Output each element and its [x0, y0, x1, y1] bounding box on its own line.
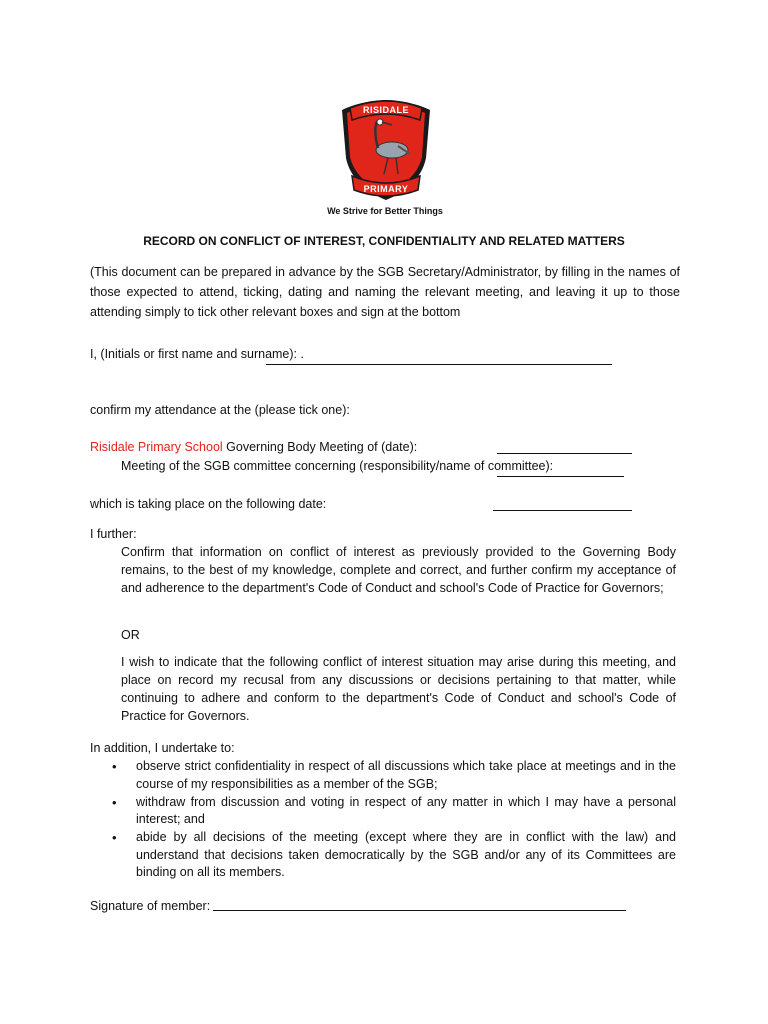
name-input-line[interactable] [266, 364, 612, 365]
signature-label: Signature of member: [90, 899, 211, 913]
signature-line[interactable] [213, 910, 626, 911]
meeting-date-label: which is taking place on the following date: [90, 497, 327, 511]
option-confirm-paragraph: Confirm that information on conflict of interest as previously provided to the Governing Body remains, to the best of my knowledge, complete and correct, and further confirm my acceptance of and adherence to the department's Code of Conduct and school's Code of Practice for Governors; [121, 545, 676, 595]
school-name: Risidale Primary School [90, 440, 223, 454]
or-separator: OR [121, 628, 140, 642]
intro-paragraph: (This document can be prepared in advance by the SGB Secretary/Administrator, by filling in the names of those expected to attend, ticking, dating and naming the relevant meeting, and leaving it up to those attending simply to tick other relevant boxes and sign at the bottom [90, 265, 680, 319]
meeting-date-line[interactable] [493, 510, 632, 511]
option-recusal-paragraph: I wish to indicate that the following conflict of interest situation may arise during this meeting, and place on record my recusal from any discussions or decisions pertaining to that matter, while continuing to adhere and conform to the department's Code of Conduct and school's Code of Practice for Governors. [121, 655, 676, 723]
logo-top-text: RISIDALE [362, 105, 409, 115]
document-title: RECORD ON CONFLICT OF INTEREST, CONFIDENTIALITY AND RELATED MATTERS [143, 234, 625, 248]
further-heading: I further: [90, 527, 137, 541]
committee-meeting-label: Meeting of the SGB committee concerning (responsibility/name of committee): [121, 459, 554, 473]
governing-date-line[interactable] [497, 453, 632, 454]
undertake-list [90, 758, 676, 882]
school-motto: We Strive for Better Things [327, 206, 443, 216]
undertake-heading: In addition, I undertake to: [90, 741, 235, 755]
school-logo [336, 96, 436, 204]
list-item: • observe strict confidentiality in respect of all discussions which take place at meetings and in the course of my responsibilities as a member of the SGB; [90, 758, 676, 793]
list-item: • abide by all decisions of the meeting (except where they are in conflict with the law) and understand that decisions taken democratically by the SGB and/or any of its Committees are binding on all its members. [90, 829, 676, 882]
governing-meeting-text: Governing Body Meeting of (date): [222, 440, 418, 454]
confirm-attendance-label: confirm my attendance at the (please tick one): [90, 403, 350, 417]
committee-name-line[interactable] [497, 476, 624, 477]
logo-bottom-text: PRIMARY [363, 184, 409, 194]
list-item: • withdraw from discussion and voting in respect of any matter in which I may have a personal interest; and [90, 794, 676, 829]
governing-meeting-label [90, 440, 417, 454]
name-label: I, (Initials or first name and surname): . [90, 347, 304, 361]
